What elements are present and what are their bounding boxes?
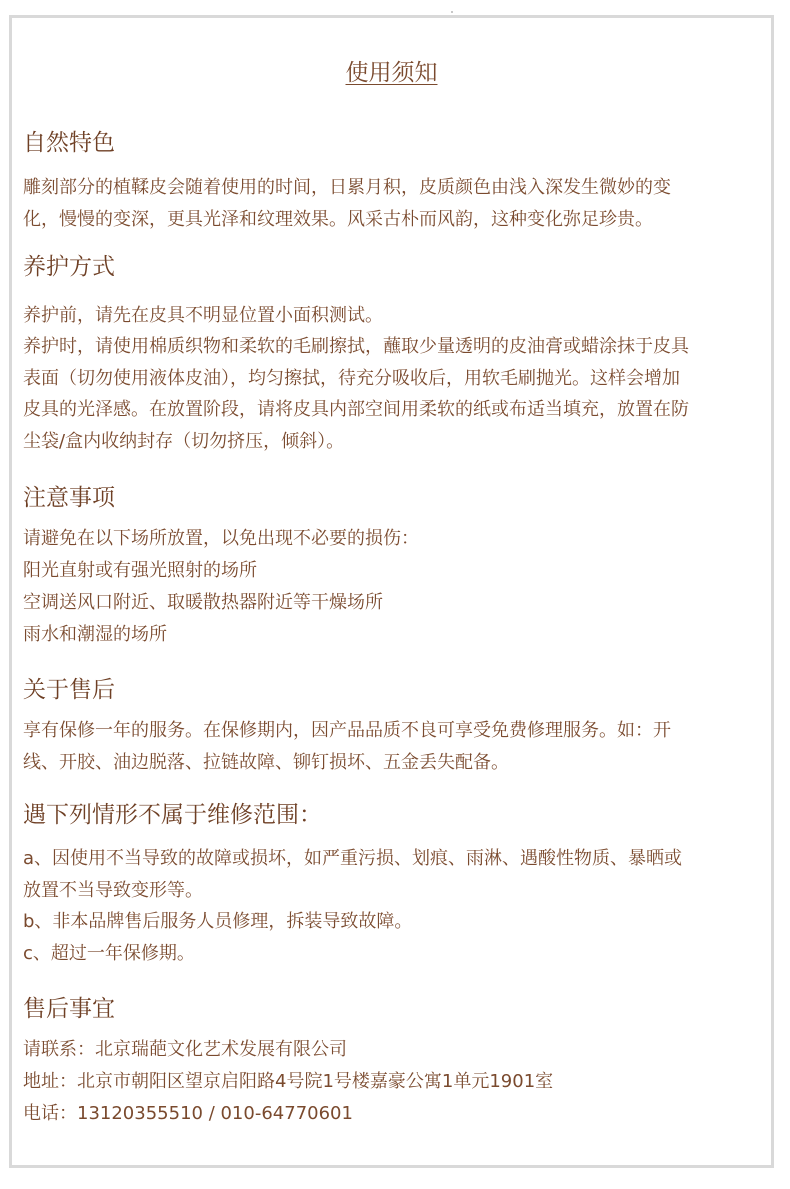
- page-title: 使用须知: [345, 60, 438, 86]
- contact-phone: 电话：13120355510 / 010-64770601: [23, 1103, 353, 1124]
- section-title-contact: 售后事宜: [23, 996, 115, 1022]
- section-title-notes: 注意事项: [23, 485, 115, 511]
- section-title-natural: 自然特色: [23, 130, 115, 156]
- exclusion-item-a: a、因使用不当导致的故障或损坏，如严重污损、划痕、雨淋、遇酸性物质、暴晒或 放置不当导致变形等。: [23, 848, 683, 901]
- contact-address: 地址：北京市朝阳区望京启阳路4号院1号楼嘉豪公寓1单元1901室: [23, 1071, 554, 1092]
- section-title-aftersale: 关于售后: [23, 677, 115, 703]
- natural-text: 雕刻部分的植鞣皮会随着使用的时间，日累月积，皮质颜色由浅入深发生微妙的变 化，慢慢的变深，更具光泽和纹理效果。风采古朴而风韵，这种变化弥足珍贵。: [23, 177, 671, 230]
- care-text-before: 养护前，请先在皮具不明显位置小面积测试。: [23, 305, 383, 326]
- notes-item: 阳光直射或有强光照射的场所: [23, 560, 257, 581]
- exclusion-item-b: b、非本品牌售后服务人员修理，拆装导致故障。: [23, 911, 413, 932]
- section-title-exclusions: 遇下列情形不属于维修范围：: [23, 802, 322, 828]
- notice-frame: [9, 15, 774, 1168]
- top-dot: [451, 11, 453, 13]
- care-text-during: 养护时，请使用棉质织物和柔软的毛刷擦拭，蘸取少量透明的皮油膏或蜡涂抹于皮具 表面（切勿使用液体皮油），均匀擦拭，待充分吸收后，用软毛刷抛光。这样会增加 皮具的光泽感。在放置阶段，请将皮具内部空间用柔软的纸或布适当填充，放置在防 尘袋/盒内收纳封存（切勿挤压，倾斜）。: [23, 336, 689, 452]
- notes-item: 请避免在以下场所放置，以免出现不必要的损伤：: [23, 528, 419, 549]
- contact-company: 请联系：北京瑞葩文化艺术发展有限公司: [23, 1039, 347, 1060]
- notes-item: 雨水和潮湿的场所: [23, 624, 167, 645]
- notes-item: 空调送风口附近、取暖散热器附近等干燥场所: [23, 592, 383, 613]
- section-title-care: 养护方式: [23, 254, 115, 280]
- exclusion-item-c: c、超过一年保修期。: [23, 943, 195, 964]
- aftersale-text: 享有保修一年的服务。在保修期内，因产品品质不良可享受免费修理服务。如：开 线、开胶、油边脱落、拉链故障、铆钉损坏、五金丢失配备。: [23, 720, 671, 773]
